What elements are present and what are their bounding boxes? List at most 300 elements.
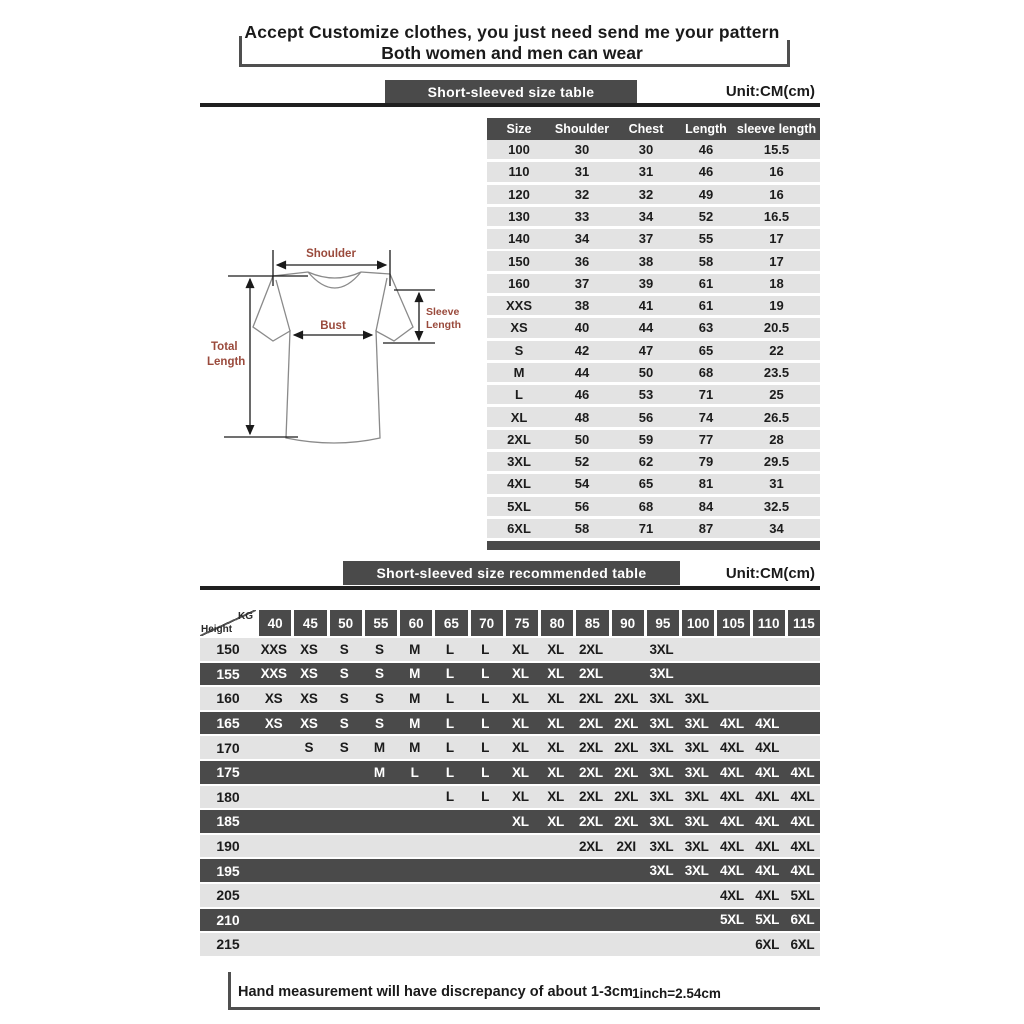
size-table-cell: 100 xyxy=(508,142,530,158)
size-table-cell: 30 xyxy=(638,142,654,158)
size-table-cell: 79 xyxy=(698,454,714,470)
size-table-cell: M xyxy=(513,365,525,380)
recommend-size-cell xyxy=(468,810,503,833)
recommend-size-cell: 6XL xyxy=(790,912,815,928)
recommend-size-cell xyxy=(362,786,397,809)
recommend-size-cell: XL xyxy=(547,789,564,805)
recommend-size-cell: 4XL xyxy=(719,715,744,731)
recommend-size-cell: XL xyxy=(547,641,564,657)
recommend-size-cell xyxy=(644,884,679,907)
size-table-cell: 49 xyxy=(698,186,714,202)
recommend-size-cell: L xyxy=(481,641,490,657)
size-table-row xyxy=(487,452,820,471)
size-table-row xyxy=(487,318,820,337)
recommend-size-cell xyxy=(327,786,362,809)
size-table-cell: 30 xyxy=(574,142,590,158)
header-bracket-bottom xyxy=(239,64,790,67)
header-bracket-left xyxy=(239,36,242,67)
recommend-size-cell: 4XL xyxy=(719,740,744,756)
recommend-size-cell: L xyxy=(481,789,490,805)
recommend-table-row xyxy=(200,736,820,759)
recommend-size-cell: 3XL xyxy=(684,863,709,879)
recommend-size-cell xyxy=(679,884,714,907)
size-table xyxy=(487,118,820,550)
size-table-badge: Short-sleeved size table xyxy=(385,80,637,103)
weight-header-cell: 70 xyxy=(468,610,503,636)
size-table-cell: L xyxy=(515,387,523,403)
recommend-size-cell xyxy=(785,663,820,686)
recommend-size-cell xyxy=(503,859,538,882)
recommend-table-unit: Unit:CM(cm) xyxy=(725,565,815,582)
recommend-size-cell: 4XL xyxy=(755,715,780,731)
size-table-cell: 40 xyxy=(574,320,590,336)
recommend-size-cell: XS xyxy=(264,690,283,706)
recommend-size-cell: XL xyxy=(512,666,529,682)
height-label-cell: 155 xyxy=(216,665,240,682)
recommend-size-cell xyxy=(679,909,714,932)
height-label-cell: 210 xyxy=(216,911,240,928)
size-table-cell: 68 xyxy=(698,365,714,380)
size-table-cell: 33 xyxy=(574,209,590,225)
recommend-size-cell: L xyxy=(445,789,454,805)
recommend-size-cell: XL xyxy=(547,813,564,829)
recommend-size-cell: 3XL xyxy=(684,690,709,706)
header-bracket-right xyxy=(787,40,790,67)
size-table-cell: 50 xyxy=(574,431,590,447)
recommend-size-cell: 4XL xyxy=(790,813,815,829)
size-table-row xyxy=(487,296,820,315)
size-table-cell: 37 xyxy=(574,275,590,291)
recommend-size-cell: 2XI xyxy=(616,838,636,854)
size-table-cell: 16 xyxy=(769,186,784,202)
size-table-cell: 140 xyxy=(508,231,530,247)
size-table-cell: 34 xyxy=(574,231,590,247)
recommend-size-cell xyxy=(327,859,362,882)
size-table-cell: XS xyxy=(510,320,528,336)
size-table-cell: 58 xyxy=(698,253,714,269)
recommend-size-cell xyxy=(679,933,714,956)
recommend-size-cell: M xyxy=(409,641,421,657)
size-table-cell: 52 xyxy=(698,209,714,225)
height-label-cell: 195 xyxy=(216,862,240,879)
size-table-cell: 46 xyxy=(698,164,714,180)
recommend-size-cell xyxy=(397,786,432,809)
size-table-cell: 61 xyxy=(698,275,714,291)
recommend-size-cell xyxy=(327,761,362,784)
size-table-cell: 32 xyxy=(574,186,590,202)
recommend-size-cell xyxy=(644,909,679,932)
recommend-size-cell xyxy=(573,909,608,932)
recommend-size-cell xyxy=(432,933,467,956)
recommend-table xyxy=(200,610,820,956)
recommend-size-cell: 3XL xyxy=(649,641,674,657)
recommend-size-cell: 2XL xyxy=(578,813,603,829)
recommend-size-cell: XL xyxy=(512,641,529,657)
size-table-cell: 32.5 xyxy=(763,498,790,514)
size-table-cell: 36 xyxy=(574,253,590,269)
recommend-size-cell: 2XL xyxy=(614,740,639,756)
recommend-size-cell: 2XL xyxy=(578,715,603,731)
size-table-row xyxy=(487,519,820,538)
size-table-cell: 120 xyxy=(508,186,530,202)
recommend-size-cell xyxy=(362,835,397,858)
size-table-cell: 87 xyxy=(698,520,714,536)
recommend-size-cell xyxy=(468,909,503,932)
recommend-size-cell: 4XL xyxy=(719,813,744,829)
recommend-size-cell: XL xyxy=(512,789,529,805)
recommend-size-cell: 3XL xyxy=(649,690,674,706)
recommend-size-cell xyxy=(785,687,820,710)
recommend-size-cell xyxy=(397,884,432,907)
recommend-size-cell: 4XL xyxy=(790,838,815,854)
recommend-size-cell: S xyxy=(304,740,314,756)
recommend-size-cell: 3XL xyxy=(684,764,709,780)
weight-header-cell: 80 xyxy=(538,610,573,636)
size-table-cell: 31 xyxy=(574,164,590,180)
recommend-size-cell: M xyxy=(409,715,421,731)
recommend-size-cell xyxy=(468,884,503,907)
recommend-size-cell xyxy=(468,859,503,882)
recommend-size-cell: XL xyxy=(512,715,529,731)
size-table-cell: 23.5 xyxy=(763,365,790,380)
recommend-size-cell: L xyxy=(445,764,454,780)
size-table-bottom-bar xyxy=(487,541,820,550)
size-table-row xyxy=(487,185,820,204)
size-table-col-chest: Chest xyxy=(628,122,664,136)
recommend-size-cell: XL xyxy=(547,666,564,682)
recommend-size-cell: 2XL xyxy=(614,813,639,829)
recommend-size-cell xyxy=(327,835,362,858)
size-table-cell: 26.5 xyxy=(763,409,790,425)
recommend-size-cell xyxy=(503,835,538,858)
sleeve-length-label-line2: Length xyxy=(426,319,461,331)
weight-header-cell: 90 xyxy=(609,610,644,636)
recommend-size-cell: 6XL xyxy=(755,936,780,952)
recommend-size-cell xyxy=(538,909,573,932)
recommend-table-row xyxy=(200,663,820,686)
recommend-size-cell: 3XL xyxy=(684,838,709,854)
recommend-size-cell: XS xyxy=(300,641,318,657)
recommend-size-cell: 3XL xyxy=(649,863,674,879)
recommend-size-cell xyxy=(750,687,785,710)
recommend-size-cell: 2XL xyxy=(578,764,603,780)
weight-header-cell: 65 xyxy=(432,610,467,636)
recommend-size-cell: 3XL xyxy=(649,789,674,805)
recommend-size-cell: XS xyxy=(264,715,283,731)
size-table-cell: 3XL xyxy=(507,454,531,470)
height-label-cell: 175 xyxy=(216,764,240,781)
recommend-size-cell: M xyxy=(373,764,385,780)
height-label-cell: 205 xyxy=(216,887,240,904)
recommend-size-cell: XS xyxy=(300,666,318,682)
recommend-size-cell xyxy=(256,933,291,956)
size-table-cell: 71 xyxy=(638,520,654,536)
recommend-size-cell xyxy=(503,884,538,907)
recommend-size-cell xyxy=(679,638,714,661)
tshirt-outline xyxy=(253,272,413,443)
size-table-cell: 53 xyxy=(638,387,654,403)
recommend-size-cell xyxy=(397,859,432,882)
recommend-table-row xyxy=(200,933,820,956)
size-table-row xyxy=(487,363,820,382)
recommend-table-rows xyxy=(200,638,820,956)
size-table-cell: 4XL xyxy=(507,476,531,492)
height-label-cell: 215 xyxy=(216,936,240,953)
weight-header-cell: 40 xyxy=(256,610,291,636)
recommend-size-cell xyxy=(362,810,397,833)
recommend-size-cell xyxy=(503,933,538,956)
recommend-size-cell: 4XL xyxy=(755,789,780,805)
size-table-col-length: Length xyxy=(685,122,727,136)
recommend-size-cell xyxy=(785,638,820,661)
recommend-size-cell xyxy=(432,835,467,858)
recommend-size-cell: 3XL xyxy=(649,715,674,731)
size-table-cell: 17 xyxy=(769,231,784,247)
size-table-row xyxy=(487,341,820,360)
height-label-cell: 170 xyxy=(216,739,240,756)
recommend-size-cell xyxy=(644,933,679,956)
recommend-size-cell: S xyxy=(375,690,384,706)
recommend-size-cell: S xyxy=(339,666,349,682)
size-table-col-sleeve: sleeve length xyxy=(736,122,817,136)
recommend-size-cell: 4XL xyxy=(719,838,744,854)
size-table-cell: 77 xyxy=(698,431,714,447)
size-table-cell: 110 xyxy=(508,164,530,180)
size-table-rows xyxy=(487,140,820,538)
recommend-table-row xyxy=(200,884,820,907)
recommend-size-cell: 6XL xyxy=(790,936,815,952)
recommend-table-row xyxy=(200,859,820,882)
recommend-size-cell xyxy=(256,909,291,932)
recommend-size-cell: XS xyxy=(300,690,318,706)
recommend-size-cell: 5XL xyxy=(719,912,744,928)
recommend-size-cell: L xyxy=(445,715,454,731)
recommend-size-cell: 3XL xyxy=(684,813,709,829)
recommend-size-cell: XL xyxy=(512,690,529,706)
recommend-size-cell xyxy=(432,810,467,833)
corner-kg-label: KG xyxy=(238,611,253,622)
recommend-size-cell: XL xyxy=(512,764,529,780)
size-table-cell: 61 xyxy=(698,298,714,314)
recommend-size-cell: XL xyxy=(547,764,564,780)
recommend-size-cell xyxy=(397,810,432,833)
shoulder-label: Shoulder xyxy=(306,248,356,260)
recommend-size-cell xyxy=(785,712,820,735)
recommend-size-cell xyxy=(573,859,608,882)
recommend-size-cell: 3XL xyxy=(684,740,709,756)
size-table-cell: 68 xyxy=(638,498,654,514)
size-table-row xyxy=(487,274,820,293)
weight-header-cell: 60 xyxy=(397,610,432,636)
recommend-size-cell: M xyxy=(409,690,421,706)
recommend-size-cell: M xyxy=(409,740,421,756)
size-table-row xyxy=(487,140,820,159)
size-table-row xyxy=(487,497,820,516)
size-table-cell: 160 xyxy=(508,275,530,291)
weight-header-cell: 50 xyxy=(327,610,362,636)
size-table-col-size: Size xyxy=(506,122,532,136)
size-table-row xyxy=(487,385,820,404)
size-table-header xyxy=(487,118,820,140)
recommend-size-cell xyxy=(291,761,326,784)
recommend-size-cell: 2XL xyxy=(578,740,603,756)
total-length-label-line1: Total xyxy=(211,341,238,353)
recommend-size-cell xyxy=(291,786,326,809)
recommend-size-cell: 4XL xyxy=(719,863,744,879)
size-table-cell: 65 xyxy=(698,342,714,358)
recommend-size-cell: L xyxy=(445,666,454,682)
recommend-size-cell: L xyxy=(445,690,454,706)
height-label-cell: 150 xyxy=(216,641,240,658)
recommend-size-cell: L xyxy=(481,715,490,731)
size-table-cell: 15.5 xyxy=(763,142,790,158)
size-table-row xyxy=(487,207,820,226)
recommend-size-cell: S xyxy=(339,690,349,706)
recommend-size-cell xyxy=(609,859,644,882)
recommend-size-cell: 4XL xyxy=(755,838,780,854)
recommend-size-cell xyxy=(432,909,467,932)
height-label-cell: 160 xyxy=(216,690,240,707)
size-table-cell: 34 xyxy=(638,209,654,225)
size-table-cell: 74 xyxy=(698,409,714,425)
size-table-cell: 28 xyxy=(769,431,784,447)
recommend-size-cell: M xyxy=(409,666,421,682)
recommend-size-cell xyxy=(291,909,326,932)
size-table-cell: 38 xyxy=(574,298,590,314)
size-table-cell: 62 xyxy=(638,454,654,470)
weight-header-cell: 55 xyxy=(362,610,397,636)
weight-header-cell: 110 xyxy=(750,610,785,636)
recommend-size-cell xyxy=(256,835,291,858)
size-table-cell: 46 xyxy=(574,387,590,403)
recommend-size-cell: XL xyxy=(547,740,564,756)
weight-header-cell: 45 xyxy=(291,610,326,636)
size-table-row xyxy=(487,430,820,449)
recommend-table-row xyxy=(200,687,820,710)
recommend-size-cell xyxy=(679,663,714,686)
recommend-size-cell xyxy=(750,638,785,661)
divider-top xyxy=(200,103,820,107)
height-label-cell: 180 xyxy=(216,788,240,805)
recommend-size-cell: S xyxy=(375,715,384,731)
recommend-size-cell xyxy=(327,909,362,932)
size-table-cell: 81 xyxy=(698,476,714,492)
recommend-size-cell: 2XL xyxy=(614,764,639,780)
size-table-cell: 54 xyxy=(574,476,590,492)
size-table-cell: 42 xyxy=(574,342,590,358)
recommend-size-cell: 4XL xyxy=(755,887,780,903)
size-table-cell: 150 xyxy=(508,253,530,269)
size-table-cell: 55 xyxy=(698,231,714,247)
recommend-size-cell: XL xyxy=(512,813,529,829)
size-table-cell: 31 xyxy=(638,164,654,180)
weight-header-cell: 95 xyxy=(644,610,679,636)
size-table-row xyxy=(487,407,820,426)
recommend-size-cell: 4XL xyxy=(719,789,744,805)
bust-label: Bust xyxy=(320,320,346,332)
recommend-size-cell: 3XL xyxy=(649,764,674,780)
recommend-size-cell xyxy=(327,933,362,956)
recommend-table-row xyxy=(200,786,820,809)
recommend-size-cell xyxy=(538,835,573,858)
recommend-size-cell: 3XL xyxy=(649,666,674,682)
size-table-cell: 63 xyxy=(698,320,714,336)
height-label-cell: 165 xyxy=(216,715,240,732)
size-table-row xyxy=(487,229,820,248)
size-table-cell: 52 xyxy=(574,454,590,470)
size-table-cell: 20.5 xyxy=(763,320,790,336)
recommend-size-cell: XL xyxy=(512,740,529,756)
recommend-size-cell: 2XL xyxy=(578,789,603,805)
recommend-size-cell xyxy=(573,884,608,907)
recommend-size-cell: 2XL xyxy=(614,789,639,805)
recommend-size-cell: L xyxy=(410,764,419,780)
recommend-size-cell: 3XL xyxy=(649,740,674,756)
recommend-size-cell xyxy=(362,859,397,882)
header-line2: Both women and men can wear xyxy=(381,43,643,63)
size-table-cell: 18 xyxy=(769,275,784,291)
recommend-size-cell: 4XL xyxy=(719,887,744,903)
recommend-size-cell: XXS xyxy=(260,641,287,657)
recommend-size-cell: L xyxy=(481,740,490,756)
footer-bracket-bottom xyxy=(228,1007,820,1010)
recommend-size-cell xyxy=(573,933,608,956)
recommend-size-cell: 2XL xyxy=(578,690,603,706)
recommend-size-cell: 2XL xyxy=(614,690,639,706)
size-table-cell: 6XL xyxy=(507,520,531,536)
kg-height-corner-cell xyxy=(200,610,256,636)
weight-header-cell: 115 xyxy=(785,610,820,636)
size-table-cell: S xyxy=(514,342,524,358)
recommend-size-cell xyxy=(256,736,291,759)
recommend-table-row xyxy=(200,909,820,932)
recommend-size-cell: L xyxy=(481,690,490,706)
size-table-cell: 130 xyxy=(508,209,530,225)
size-table-row xyxy=(487,251,820,270)
recommend-size-cell: 2XL xyxy=(578,838,603,854)
size-table-cell: 37 xyxy=(638,231,654,247)
size-table-cell: 29.5 xyxy=(763,454,790,470)
recommend-size-cell xyxy=(256,810,291,833)
weight-header-cell: 100 xyxy=(679,610,714,636)
recommend-table-row xyxy=(200,761,820,784)
size-table-cell: 2XL xyxy=(507,431,531,447)
recommend-size-cell: L xyxy=(445,641,454,657)
recommend-size-cell xyxy=(538,933,573,956)
recommend-size-cell xyxy=(750,663,785,686)
weight-header-cell: 105 xyxy=(714,610,749,636)
size-table-cell: 58 xyxy=(574,520,590,536)
recommend-size-cell xyxy=(468,835,503,858)
recommend-size-cell: 4XL xyxy=(790,863,815,879)
recommend-size-cell: L xyxy=(481,764,490,780)
recommend-size-cell: 5XL xyxy=(790,887,815,903)
size-table-cell: 19 xyxy=(769,298,784,314)
size-table-cell: XXS xyxy=(505,298,532,314)
header-line1: Accept Customize clothes, you just need send me your pattern xyxy=(244,22,780,42)
recommend-size-cell: XS xyxy=(300,715,318,731)
recommend-size-cell: XL xyxy=(547,690,564,706)
size-table-cell: 65 xyxy=(638,476,654,492)
size-table-cell: 22 xyxy=(769,342,784,358)
recommend-size-cell: XL xyxy=(547,715,564,731)
recommend-size-cell xyxy=(256,884,291,907)
size-table-cell: 39 xyxy=(638,275,654,291)
recommend-size-cell: M xyxy=(373,740,385,756)
size-table-cell: 25 xyxy=(769,387,784,403)
size-table-col-shoulder: Shoulder xyxy=(554,122,610,136)
footer-note: Hand measurement will have discrepancy of about 1-3cm xyxy=(238,984,633,1000)
